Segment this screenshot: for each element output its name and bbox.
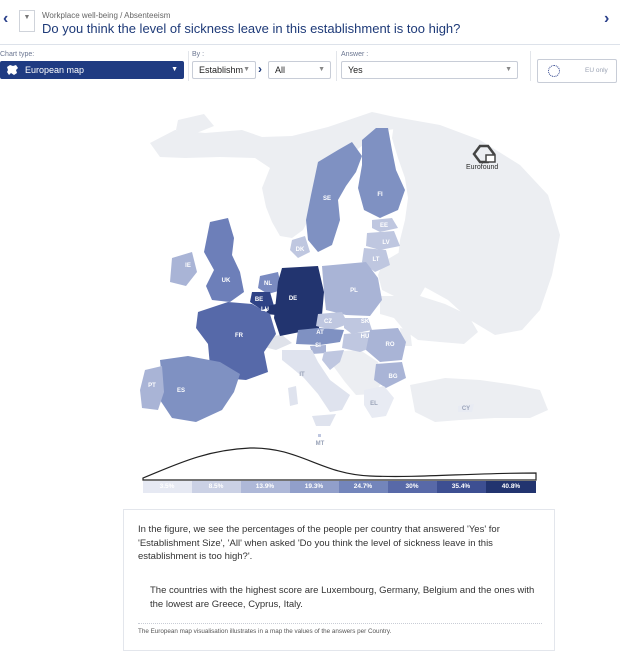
country-label-nl: NL <box>264 281 272 287</box>
country-label-ro: RO <box>385 342 395 348</box>
chevron-down-icon: ▼ <box>318 66 325 73</box>
country-label-cy: CY <box>461 406 471 412</box>
country-label-es: ES <box>176 388 186 394</box>
description-text: In the figure, we see the percentages of the people per country that answered 'Yes' for 'Establishment Size', 'All' when asked 'Do you think the level of sickness leave in this establishment is too high?'. <box>138 524 500 562</box>
country-el <box>364 386 394 418</box>
country-label-ee: EE <box>379 223 389 229</box>
country-label-ie: IE <box>185 263 191 269</box>
country-iceland <box>176 114 214 134</box>
legend-labels <box>143 481 536 493</box>
country-label-hu: HU <box>360 334 370 340</box>
country-label-lu: LU <box>261 307 269 313</box>
country-ie <box>170 252 197 286</box>
answer-label: Answer : <box>341 51 369 58</box>
by-value: Establishm <box>199 65 244 75</box>
distribution-curve <box>143 448 536 480</box>
country-label-be: BE <box>254 297 264 303</box>
divider <box>138 623 542 624</box>
country-cz <box>316 312 348 330</box>
country-label-pt: PT <box>148 383 156 389</box>
country-label-fr: FR <box>235 333 243 339</box>
legend-label: 24.7% <box>353 483 373 490</box>
country-tr <box>410 378 548 422</box>
answer-value: Yes <box>348 65 363 75</box>
eu-only-label: EU only <box>585 67 608 74</box>
country-label-sk: SK <box>360 319 370 325</box>
legend-label: 8.5% <box>208 483 224 490</box>
country-label-it: IT <box>299 372 305 378</box>
description-panel <box>123 509 555 651</box>
country-label-el: EL <box>370 401 378 407</box>
country-label-fi: FI <box>377 192 383 198</box>
highlight-text: The countries with the highest score are Luxembourg, Germany, Belgium and the ones with the lowest are Greece, Cyprus, Italy. <box>150 585 535 610</box>
country-label-dk: DK <box>295 247 305 253</box>
country-uk <box>204 218 244 302</box>
chevron-left-icon[interactable]: ‹ <box>3 10 9 27</box>
chevron-down-icon: ▼ <box>505 66 512 73</box>
country-it-sardinia <box>288 386 298 406</box>
chart-type-label: Chart type: <box>0 51 35 58</box>
legend-label: 19.3% <box>304 483 324 490</box>
footnote: The European map visualisation illustrates in a map the values of the answers per Country. <box>138 628 392 635</box>
legend-label: 3.5% <box>159 483 175 490</box>
legend-label: 13.9% <box>255 483 275 490</box>
legend-label: 40.8% <box>501 483 521 490</box>
country-label-si: SI <box>315 343 321 349</box>
chevron-down-icon: ▼ <box>171 66 178 73</box>
legend-label: 30% <box>405 483 419 490</box>
country-label-lt: LT <box>372 257 380 263</box>
country-label-at: AT <box>316 330 324 336</box>
collapse-button[interactable]: ▼ <box>19 10 35 32</box>
country-label-lv: LV <box>382 240 390 246</box>
chart-type-value: European map <box>25 65 85 75</box>
chevron-down-icon: ▼ <box>243 66 250 73</box>
country-label-de: DE <box>288 296 298 302</box>
breadcrumb[interactable]: Workplace well-being / Absenteeism <box>42 11 171 20</box>
country-label-mt: MT <box>315 441 325 447</box>
by-sub-value: All <box>275 65 286 75</box>
page-title: Do you think the level of sickness leave in this establishment is too high? <box>42 21 461 36</box>
country-label-uk: UK <box>221 278 231 284</box>
country-label-cz: CZ <box>324 319 332 325</box>
by-label: By : <box>192 51 205 58</box>
country-mt <box>318 434 321 437</box>
country-label-pl: PL <box>350 288 358 294</box>
country-label-hr: HR <box>327 346 337 352</box>
logo-text: Eurofound <box>466 164 499 171</box>
country-label-se: SE <box>322 196 332 202</box>
country-label-bg: BG <box>388 374 398 380</box>
legend-label: 35.4% <box>451 483 471 490</box>
country-it-sicily <box>312 414 336 426</box>
chevron-right-icon[interactable]: › <box>604 10 610 27</box>
chevron-right-icon: › <box>258 62 262 76</box>
